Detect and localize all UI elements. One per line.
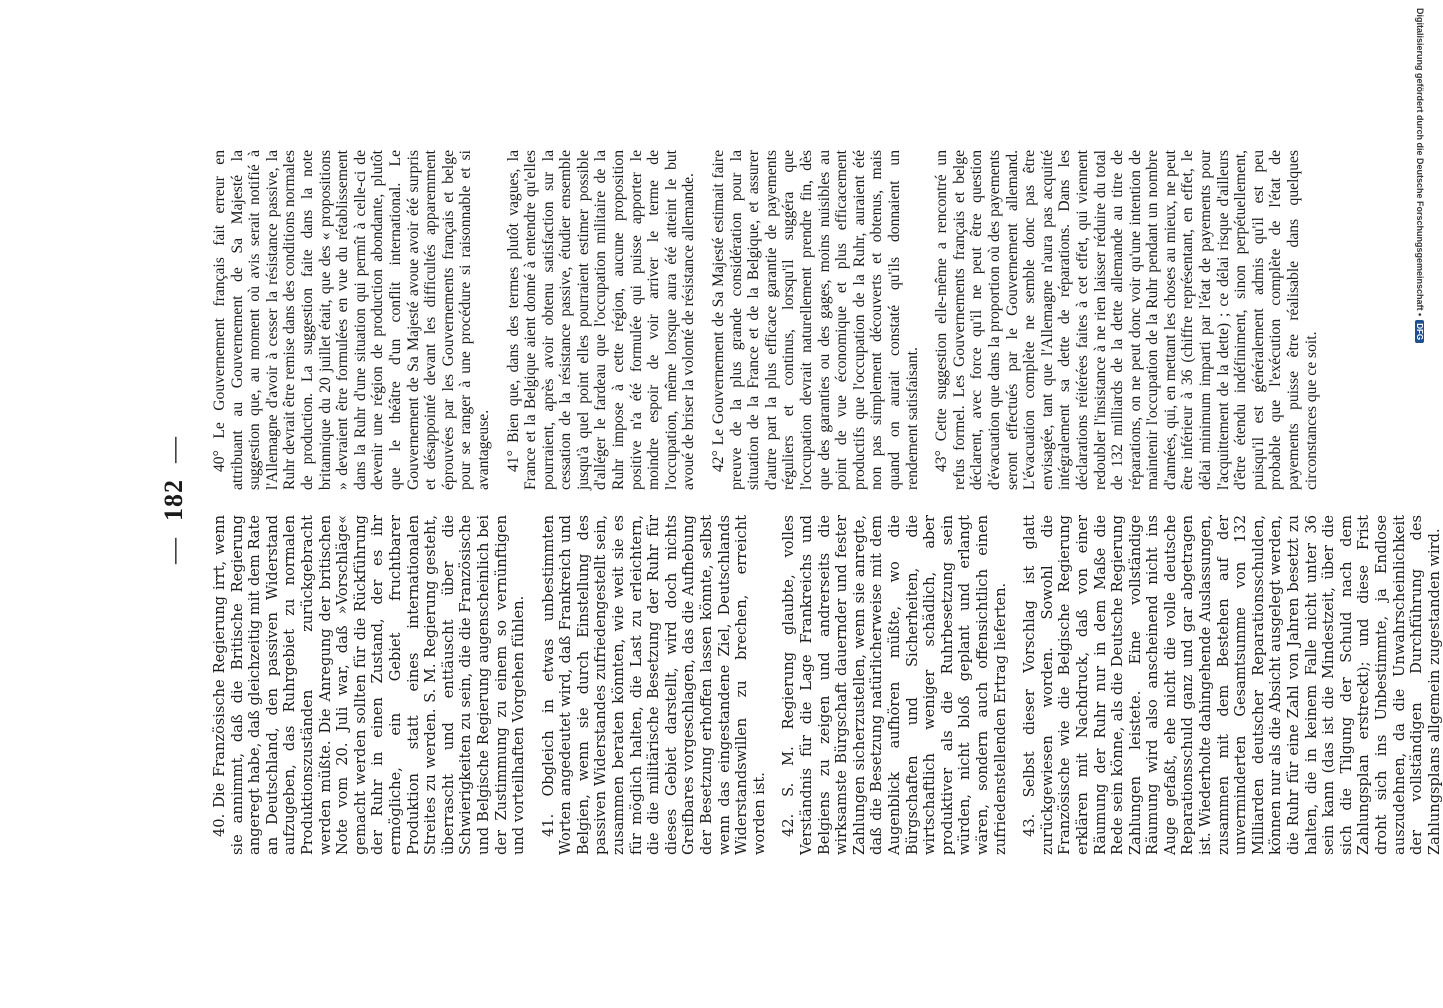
french-paragraph-42: 42° Le Gouvernement de Sa Majesté estimait faire preuve de la plus grande considération pour la situation de la France et de la Belgique, et assurer d'autre part la plus efficace garantie de payements réguliers et continus, lorsqu'il suggéra que l'occupation devrait naturellement prendre fin, dès que des garanties ou des gages, moins nuisibles au point de vue économique et plus efficacement productifs que l'occupation de la Ruhr, auraient été non pas simplement découverts et obtenus, mais quand on aurait constaté qu'ils donnaient un rendement satisfaisant. (710, 150, 921, 490)
german-paragraph-41: 41. Obgleich in etwas unbestimmten Worten angedeutet wird, daß Frankreich und Belgien, wenn sie durch Einstellung des passiven Widerstandes zufriedengestellt sein, zusammen beraten könnten, wie weit sie es für möglich halten, die Last zu erleichtern, die die militärische Besetzung der Ruhr für dieses Gebiet darstellt, wird doch nichts Greifbares vorgeschlagen, das die Aufhebung der Besetzung erhoffen lassen könnte, selbst wenn das eingestandene Ziel, Deutschlands Widerstandswillen zu brechen, erreicht worden ist. (539, 515, 768, 855)
french-text-column (211, 150, 1320, 490)
dfg-logo: DFG (1416, 320, 1425, 343)
german-paragraph-40: 40. Die Französische Regierung irrt, wenn sie annimmt, daß die Britische Regierung angeregt habe, daß gleichzeitig mit dem Rate an Deutschland, den passiven Widerstand aufzugeben, das Ruhrgebiet zu normalen Produktionszuständen zurückgebracht werden müßte. Die Anregung der britischen Note vom 20. Juli war, daß »Vorschläge« gemacht werden sollten für die Rückführung der Ruhr in einen Zustand, der es ihr ermögliche, ein Gebiet fruchtbarer Produktion statt eines internationalen Streites zu werden. S. M. Regierung gesteht, überrascht und enttäuscht über die Schwierigkeiten zu sein, die die Französische und Belgische Regierung augenscheinlich bei der Zustimmung zu einem so vernünftigen und vorteilhaften Vorgehen fühlen. (211, 515, 528, 855)
digitization-credit-text: Digitalisierung gefördert durch die Deutsche Forschungsgemeinschaft • (1415, 8, 1425, 317)
german-paragraph-43: 43. Selbst dieser Vorschlag ist glatt zurückgewiesen worden. Sowohl die Französische wie die Belgische Regierung erklären mit Nachdruck, daß von einer Räumung der Ruhr nur in dem Maße die Rede sein könne, als die Deutsche Regierung Zahlungen leistete. Eine vollständige Räumung wird also anscheinend nicht ins Auge gefaßt, ehe nicht die volle deutsche Reparationsschuld ganz und gar abgetragen ist. Wiederholte dahingehende Auslassungen, zusammen mit dem Bestehen auf der unverminderten Gesamtsumme von 132 Milliarden deutscher Reparationsschulden, können nur als die Absicht ausgelegt werden, die Ruhr für eine Zahl von Jahren besetzt zu halten, die in keinem Falle nicht unter 36 sein kann (das ist die Mindestzeit, über die sich die Tilgung der Schuld nach dem Zahlungsplan erstreckt); und diese Frist droht sich ins Unbestimmte, ja Endlose auszudehnen, da die Unwahrscheinlichkeit der vollständigen Durchführung des Zahlungsplans allgemein zugestanden wird. (1021, 515, 1443, 855)
page-number-dash-left: — (159, 537, 188, 564)
french-paragraph-43: 43° Cette suggestion elle-même a rencontré un refus formel. Les Gouvernements français et belge déclarent, avec force qu'il ne peut être question d'évacuation que dans la proportion où des payements seront effectués par le Gouvernement allemand. L'évacuation complète ne semble donc pas être envisagée, tant que l'Allemagne n'aura pas acquitté intégralement sa dette de réparations. Dans les déclarations réitérées faites à cet effet, qui viennent redoubler l'insistance à ne rien laisser réduire du total de 132 milliards de la dette allemande au titre de réparations, on ne peut donc voir qu'une intention de maintenir l'occupation de la Ruhr pendant un nombre d'années, qui, en mettant les choses au mieux, ne peut être inférieur à 36 (chiffre représentant, en effet, le délai minimum imparti par l'état de payements pour l'acquittement de la dette) ; ce délai risque d'ailleurs d'être étendu indéfiniment, sinon perpétuellement, puisqu'il est généralement admis qu'il est peu probable que l'exécution complète de l'état de payements puisse être réalisable dans quelques circonstances que ce soit. (933, 150, 1320, 490)
french-paragraph-40: 40° Le Gouvernement français fait erreur en attribuant au Gouvernement de Sa Majesté la suggestion que, au moment où avis serait notifié à l'Allemagne d'avoir à cesser la résistance passive, la Ruhr devrait être remise dans des conditions normales de production. La suggestion faite dans la note britannique du 20 juillet était, que des « propositions » devraient être formulées en vue du rétablissement dans la Ruhr d'une situation qui permît à celle-ci de devenir une région de production abondante, plutôt que le théâtre d'un conflit international. Le Gouvernement de Sa Majesté avoue avoir été surpris et désappointé devant les difficultés apparemment éprouvées par les Gouvernements français et belge pour se ranger à une procédure si raisonnable et si avantageuse. (211, 150, 492, 490)
german-text-column (211, 515, 1443, 855)
page-number-value: 182 (159, 479, 188, 521)
digitization-credit (1413, 8, 1427, 1008)
page-number-dash-right: — (159, 436, 188, 463)
page-number (159, 100, 189, 900)
french-paragraph-41: 41° Bien que, dans des termes plutôt vagues, la France et la Belgique aient donné à entendre qu'elles pourraient, après avoir obtenu satisfaction sur la cessation de la résistance passive, étudier ensemble jusqu'à quel point elles pourraient estimer possible d'alléger le fardeau que l'occupation militaire de la Ruhr impose à cette région, aucune proposition positive n'a été formulée qui puisse apporter le moindre espoir de voir arriver le terme de l'occupation, même lorsque aura été atteint le but avoué de briser la volonté de résistance allemande. (504, 150, 698, 490)
german-paragraph-42: 42. S. M. Regierung glaubte, volles Verständnis für die Lage Frankreichs und Belgiens zu zeigen und andrerseits die wirksamste Bürgschaft dauernder und fester Zahlungen sicherzustellen, wenn sie anregte, daß die Besetzung natürlicherweise mit dem Augenblick aufhören müßte, wo die Bürgschaften und Sicherheiten, die wirtschaftlich weniger schädlich, aber produktiver als die Ruhrbesetzung sein würden, nicht bloß geplant und erlangt wären, sondern auch offensichtlich einen zufriedenstellenden Ertrag lieferten. (780, 515, 1009, 855)
